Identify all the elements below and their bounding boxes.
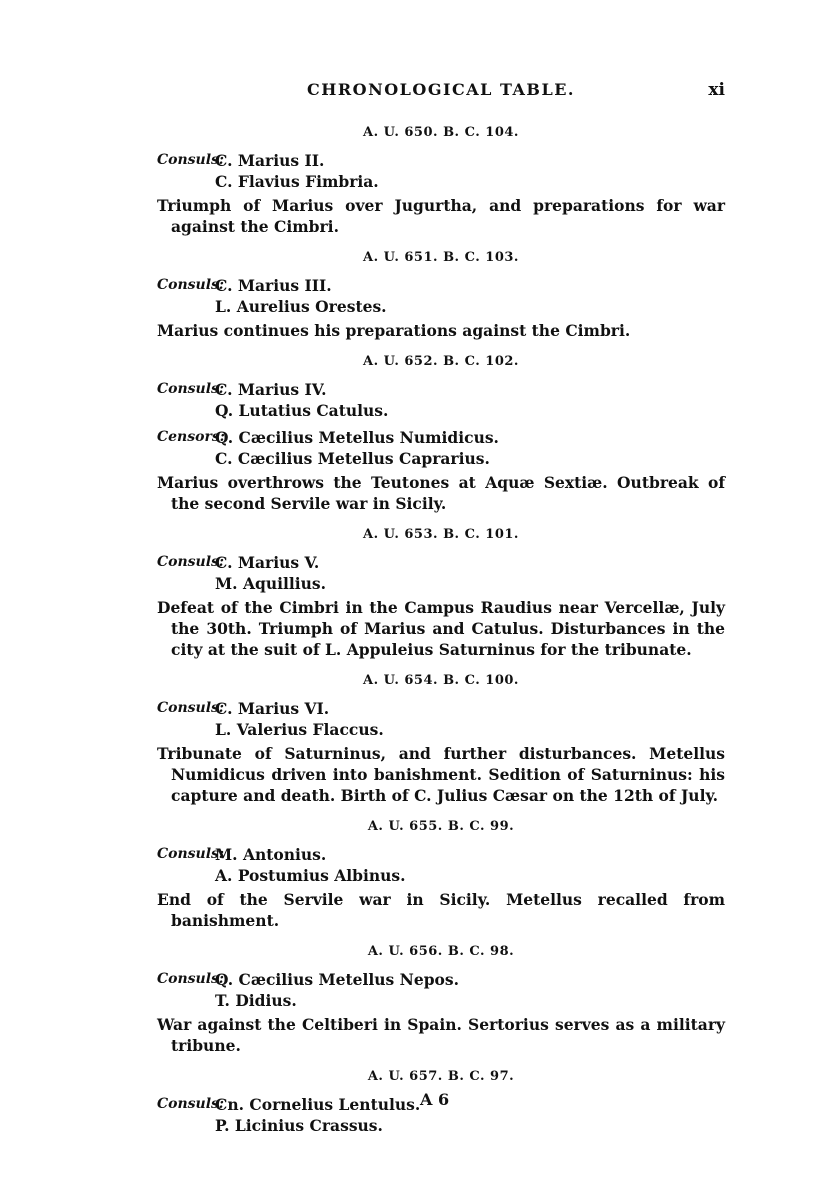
year-entry bbox=[157, 249, 725, 341]
magistrate-name: C. Marius II. bbox=[215, 151, 325, 170]
running-header bbox=[157, 80, 725, 104]
magistrate-name: A. Postumius Albinus. bbox=[215, 866, 406, 885]
office-label: Censors: bbox=[157, 429, 225, 445]
magistrate-name: Q. Cæcilius Metellus Nepos. bbox=[215, 970, 460, 989]
magistrate-name: M. Aquillius. bbox=[215, 574, 327, 593]
magistrate-name: P. Licinius Crassus. bbox=[215, 1116, 383, 1135]
year-heading: A. U. 654. B. C. 100. bbox=[363, 673, 519, 688]
magistrates-block bbox=[157, 698, 725, 740]
office-label: Consuls: bbox=[157, 846, 225, 862]
year-entry bbox=[157, 672, 725, 806]
magistrate-name: T. Didius. bbox=[215, 991, 297, 1010]
event-description: Tribunate of Saturninus, and further disturbances. Metellus Numidicus driven into banishment. Sedition of Saturninus: his capture and death. Birth of C. Julius Cæsar on the 12th of July. bbox=[157, 744, 725, 805]
office-label: Consuls: bbox=[157, 554, 225, 570]
year-heading: A. U. 657. B. C. 97. bbox=[367, 1069, 515, 1084]
magistrates-block bbox=[157, 969, 725, 1011]
office-label: Consuls: bbox=[157, 700, 225, 716]
office-label: Consuls: bbox=[157, 277, 225, 293]
page-number: xi bbox=[708, 80, 725, 100]
magistrate-name: C. Marius VI. bbox=[215, 699, 330, 718]
magistrates-block bbox=[157, 275, 725, 317]
magistrate-name: C. Marius III. bbox=[215, 276, 332, 295]
event-description: Marius overthrows the Teutones at Aquæ Sextiæ. Outbreak of the second Servile war in Sicily. bbox=[157, 473, 725, 513]
year-heading: A. U. 655. B. C. 99. bbox=[367, 819, 515, 834]
year-entry bbox=[157, 526, 725, 660]
year-entry bbox=[157, 353, 725, 514]
office-label: Consuls: bbox=[157, 381, 225, 397]
magistrate-name: L. Valerius Flaccus. bbox=[215, 720, 384, 739]
magistrate-name: Q. Cæcilius Metellus Numidicus. bbox=[215, 428, 499, 447]
magistrates-block bbox=[157, 150, 725, 192]
event-description: Marius continues his preparations against the Cimbri. bbox=[157, 321, 631, 340]
year-entry bbox=[157, 124, 725, 237]
magistrate-name: Q. Lutatius Catulus. bbox=[215, 401, 389, 420]
year-entry bbox=[157, 943, 725, 1056]
magistrate-name: C. Marius IV. bbox=[215, 380, 327, 399]
event-description: Triumph of Marius over Jugurtha, and preparations for war against the Cimbri. bbox=[157, 196, 725, 236]
magistrate-name: L. Aurelius Orestes. bbox=[215, 297, 387, 316]
page-title: CHRONOLOGICAL TABLE. bbox=[307, 80, 575, 99]
office-label: Consuls: bbox=[157, 1096, 225, 1112]
year-heading: A. U. 656. B. C. 98. bbox=[367, 944, 515, 959]
magistrate-name: C. Cæcilius Metellus Caprarius. bbox=[215, 449, 490, 468]
magistrate-name: Cn. Cornelius Lentulus. bbox=[215, 1095, 421, 1114]
year-heading: A. U. 653. B. C. 101. bbox=[363, 527, 519, 542]
magistrate-name: C. Marius V. bbox=[215, 553, 320, 572]
year-entry bbox=[157, 818, 725, 931]
year-heading: A. U. 651. B. C. 103. bbox=[363, 250, 519, 265]
year-heading: A. U. 650. B. C. 104. bbox=[363, 125, 519, 140]
year-heading: A. U. 652. B. C. 102. bbox=[363, 354, 519, 369]
magistrates-block bbox=[157, 552, 725, 594]
office-label: Consuls: bbox=[157, 971, 225, 987]
magistrates-block bbox=[157, 379, 725, 421]
event-description: Defeat of the Cimbri in the Campus Raudius near Vercellæ, July the 30th. Triumph of Marius and Catulus. Disturbances in the city at the suit of L. Appuleius Saturninus for the tribunate. bbox=[157, 598, 725, 659]
printer-signature-mark: A 6 bbox=[420, 1090, 450, 1109]
magistrates-block bbox=[157, 427, 725, 469]
magistrate-name: M. Antonius. bbox=[215, 845, 327, 864]
event-description: End of the Servile war in Sicily. Metellus recalled from banishment. bbox=[157, 890, 725, 930]
chronology-entries bbox=[157, 124, 725, 1136]
magistrate-name: C. Flavius Fimbria. bbox=[215, 172, 379, 191]
event-description: War against the Celtiberi in Spain. Sertorius serves as a military tribune. bbox=[157, 1015, 725, 1055]
office-label: Consuls: bbox=[157, 152, 225, 168]
magistrates-block bbox=[157, 844, 725, 886]
